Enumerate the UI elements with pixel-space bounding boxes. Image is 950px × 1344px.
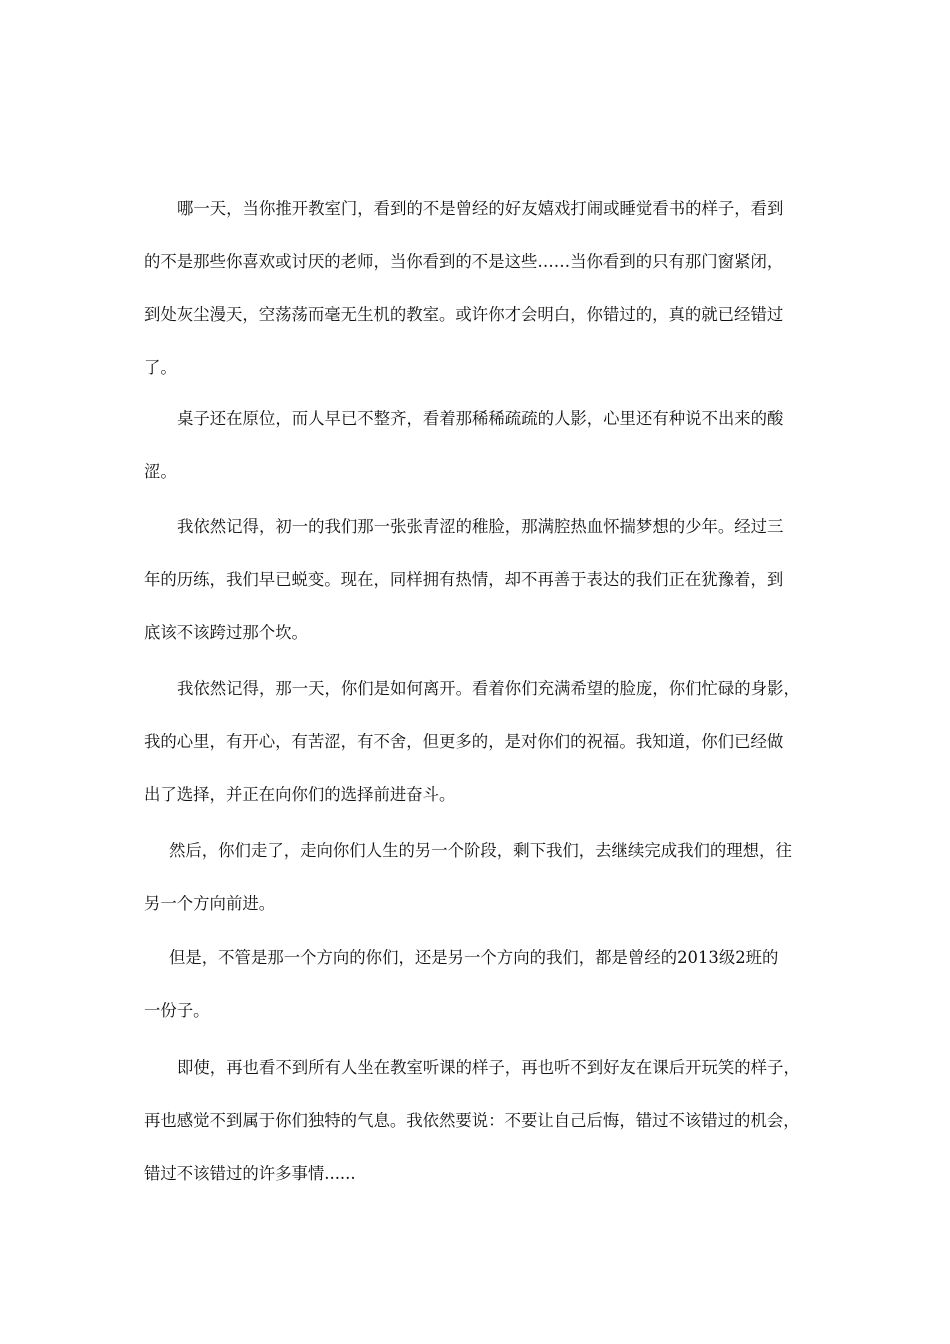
text-line: 错过不该错过的许多事情...... [144, 1164, 356, 1183]
text-line: 桌子还在原位，而人早已不整齐，看着那稀稀疏疏的人影，心里还有种说不出来的酸 [177, 409, 784, 428]
text-line: 出了选择，并正在向你们的选择前进奋斗。 [144, 785, 456, 804]
paragraph-3 [144, 500, 814, 659]
text-line: 的不是那些你喜欢或讨厌的老师，当你看到的不是这些……当你看到的只有那门窗紧闭， [144, 252, 784, 271]
text-line: 年的历练，我们早已蜕变。现在，同样拥有热情，却不再善于表达的我们正在犹豫着，到 [144, 570, 784, 589]
text-line: 但是，不管是那一个方向的你们，还是另一个方向的我们，都是曾经的2013级2班的 [169, 948, 779, 967]
text-line: 我的心里，有开心，有苦涩，有不舍，但更多的，是对你们的祝福。我知道，你们已经做 [144, 732, 784, 751]
text-line: 底该不该跨过那个坎。 [144, 623, 308, 642]
paragraph-6 [144, 931, 814, 1037]
paragraph-7 [144, 1041, 814, 1200]
text-line: 涩。 [144, 462, 177, 481]
paragraph-4 [144, 662, 814, 821]
paragraph-2 [144, 392, 814, 498]
text-line: 再也感觉不到属于你们独特的气息。我依然要说：不要让自己后悔，错过不该错过的机会， [144, 1111, 800, 1130]
text-line: 一份子。 [144, 1001, 210, 1020]
text-line: 我依然记得，初一的我们那一张张青涩的稚脸，那满腔热血怀揣梦想的少年。经过三 [177, 517, 784, 536]
paragraph-5 [144, 824, 814, 930]
text-line: 我依然记得，那一天，你们是如何离开。看着你们充满希望的脸庞，你们忙碌的身影， [177, 679, 800, 698]
text-line: 另一个方向前进。 [144, 894, 276, 913]
text-line: 到处灰尘漫天，空荡荡而毫无生机的教室。或许你才会明白，你错过的，真的就已经错过 [144, 305, 784, 324]
text-line: 哪一天，当你推开教室门，看到的不是曾经的好友嬉戏打闹或睡觉看书的样子，看到 [177, 199, 784, 218]
text-line: 即使，再也看不到所有人坐在教室听课的样子，再也听不到好友在课后开玩笑的样子， [177, 1058, 800, 1077]
text-line: 了。 [144, 358, 177, 377]
text-line: 然后，你们走了，走向你们人生的另一个阶段，剩下我们，去继续完成我们的理想，往 [169, 841, 792, 860]
paragraph-1 [144, 182, 814, 394]
